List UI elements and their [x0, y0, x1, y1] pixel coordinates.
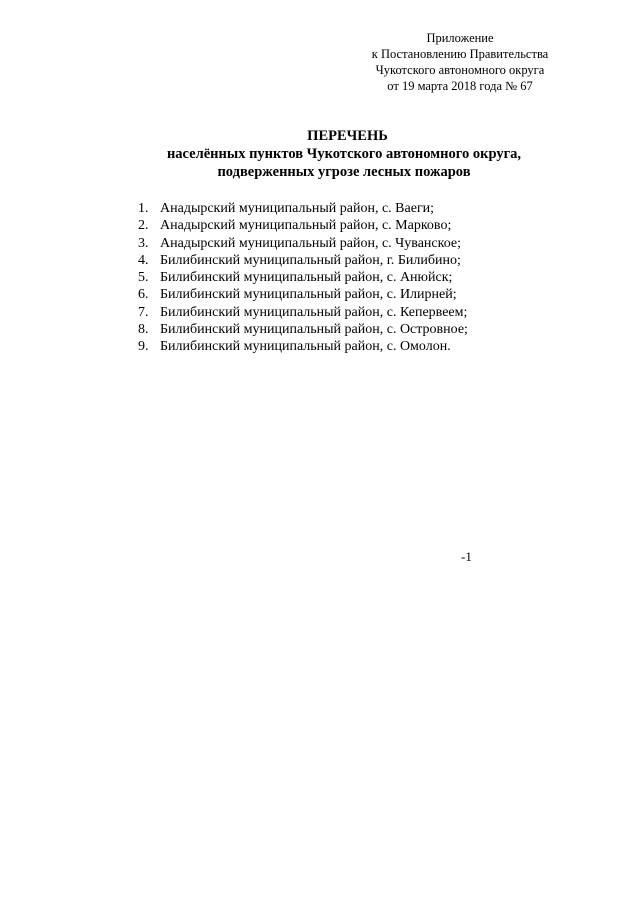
list-item-text: Билибинский муниципальный район, с. Илирней; [160, 287, 457, 303]
list-item [138, 304, 468, 321]
list-item-number: 3. [138, 235, 149, 251]
list-item-text: Билибинский муниципальный район, с. Омолон. [160, 339, 451, 355]
list-item [138, 252, 468, 269]
appendix-resolution-ref: к Постановлению Правительства [371, 47, 549, 61]
title-line-2: населённых пунктов Чукотского автономного округа, [166, 146, 522, 162]
appendix-header [330, 30, 590, 94]
title-line-3: подверженных угрозе лесных пожаров [217, 164, 471, 180]
list-item-number: 5. [138, 270, 149, 286]
list-item-number: 7. [138, 304, 149, 320]
list-item-number: 4. [138, 252, 149, 268]
list-item [138, 321, 468, 338]
list-item [138, 338, 468, 355]
list-item [138, 217, 468, 234]
list-item-number: 6. [138, 287, 149, 303]
list-item-number: 2. [138, 218, 149, 234]
list-item-text: Анадырский муниципальный район, с. Марково; [160, 218, 452, 234]
settlements-list [138, 200, 468, 356]
list-item-text: Анадырский муниципальный район, с. Ваеги; [160, 201, 435, 216]
list-item-text: Билибинский муниципальный район, с. Кепервеем; [160, 304, 468, 320]
list-item-text: Билибинский муниципальный район, с. Островное; [160, 322, 468, 338]
list-item-number: 9. [138, 339, 149, 355]
title-main: ПЕРЕЧЕНЬ [307, 128, 388, 144]
list-item-text: Билибинский муниципальный район, с. Анюйск; [160, 270, 453, 286]
appendix-date-number: от 19 марта 2018 года № 67 [387, 79, 533, 93]
page-number: -1 [461, 549, 472, 564]
list-item [138, 200, 468, 217]
document-title [0, 127, 640, 181]
appendix-government-name: Чукотского автономного округа [375, 63, 545, 77]
list-item-text: Билибинский муниципальный район, г. Билибино; [160, 252, 461, 268]
list-item-number: 8. [138, 322, 149, 338]
list-item [138, 269, 468, 286]
appendix-label: Приложение [426, 31, 494, 45]
list-item-text: Анадырский муниципальный район, с. Чуванское; [160, 235, 461, 251]
list-item [138, 286, 468, 303]
list-item [138, 235, 468, 252]
list-item-number: 1. [138, 201, 149, 216]
